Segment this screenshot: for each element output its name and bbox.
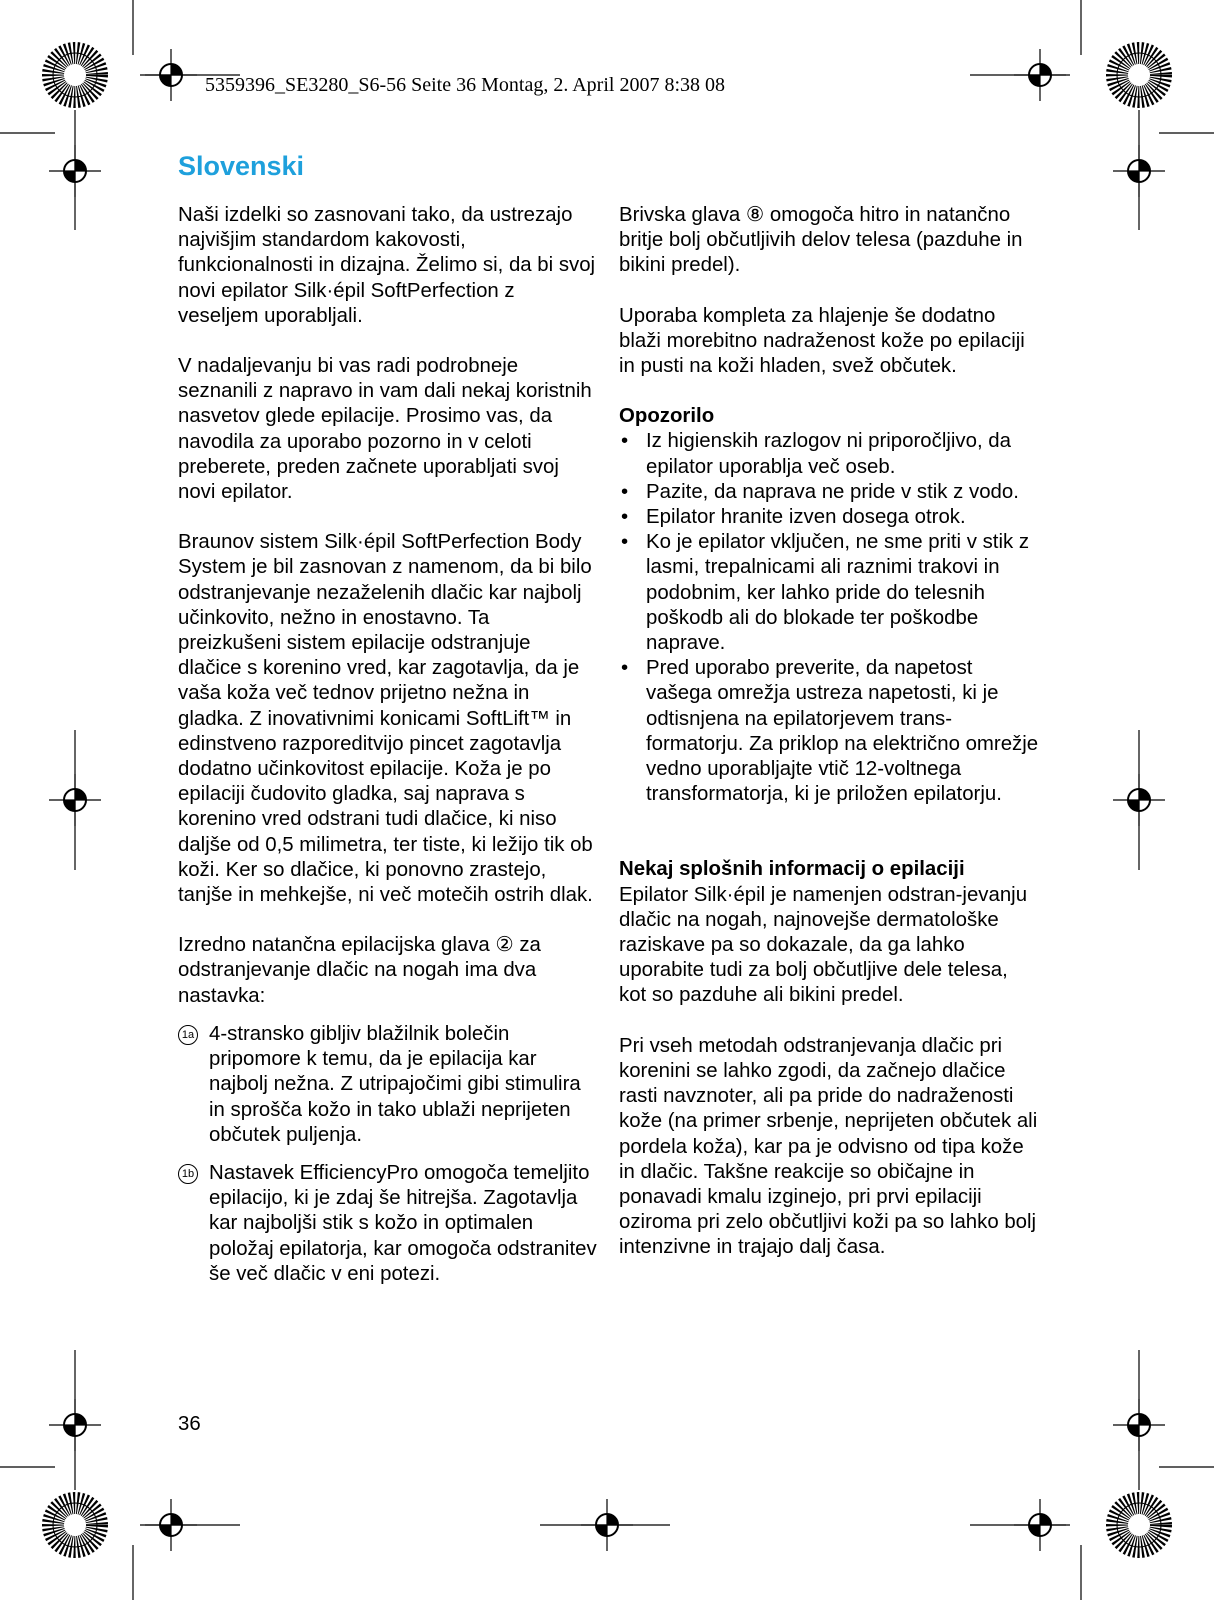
intro-paragraph: V nadaljevanju bi vas radi podrobneje seznanili z napravo in vam dali nekaj koristnih nasvetov glede epilacije. Prosimo vas, da navodila za uporabo pozorno in v celoti preberete, preden začnete uporabljati svoj novi epilator. [178, 355, 592, 504]
page-number: 36 [178, 1413, 201, 1435]
starburst-bottom-left [53, 1503, 97, 1547]
info-paragraph: Pri vseh metodah odstranjevanja dlačic pri korenini se lahko zgodi, da začnejo dlačice rasti navznoter, ali pa pride do nadraženosti kože (na primer srbenje, neprijeten občutek ali pordela koža), kar pa je odvisno od tipa kože in dlačic. Takšne reakcije so običajne in ponavadi kmalu izginejo, pri prvi epilaciji oziroma pri zelo občutljivi koži pa so lahko bolj intenzivne in trajajo dalj časa. [619, 1034, 1038, 1259]
item-marker-1b: 1b [178, 1164, 198, 1184]
system-paragraph: Braunov sistem Silk·épil SoftPerfection Body System je bil zasnovan z namenom, da bi bilo odstranjevanje nezaželenih dlačic kar najbolj učinkovito, nežno in enostavno. Ta preizkušeni sistem epilacije odstranjuje dlačice s korenino vred, kar zagotavlja, da je vaša koža več tednov prijetno nežna in gladka. Z inovativnimi konicami SoftLift™ in edinstveno razporeditvijo pincet zagotavlja dodatno učinkovitost epilacije. Koža je po epilaciji čudovito gladka, saj naprava s korenino vred odstrani tudi dlačice, ki niso daljše od 0,5 milimetra, ter tiste, ki ležijo tik ob koži. Ker so dlačice, ki ponovno zrastejo, tanjše in mehkejše, ni več motečih ostrih dlak. [178, 531, 593, 907]
intro-paragraph: Naši izdelki so zasnovani tako, da ustrezajo najvišjim standardom kakovosti, funkcionalnosti in dizajna. Želimo si, da bi svoj novi epilator Silk·épil SoftPerfection z veseljem uporabljali. [178, 204, 596, 327]
item-text: Nastavek EfficiencyPro omogoča temeljito epilacijo, ki je zdaj še hitrejša. Zagotavlja kar najboljši stik s kožo in optimalen položaj epilatorja, kar omogoča odstranitev še več dlačic v eni potezi. [209, 1161, 597, 1285]
starburst-bottom-right [1117, 1503, 1161, 1547]
registration-mark [1113, 145, 1165, 197]
page-title: Slovenski [178, 151, 305, 181]
registration-mark [1113, 1399, 1165, 1451]
list-item [178, 1161, 598, 1287]
warning-item: • Ko je epilator vključen, ne sme priti v stik z lasmi, trepalnicami ali raznimi trakovi in podobnim, ker lahko pride do telesnih poškodb ali do blokade ter poškodbe naprave. [619, 530, 1039, 656]
registration-mark [145, 1499, 197, 1551]
registration-mark [49, 774, 101, 826]
starburst-top-right [1117, 53, 1161, 97]
registration-mark [1014, 49, 1066, 101]
cooling-paragraph: Uporaba kompleta za hlajenje še dodatno blaži morebitno nadraženost kože po epilaciji in pusti na koži hladen, svež občutek. [619, 304, 1025, 378]
right-column [619, 203, 1039, 1286]
print-header: 5359396_SE3280_S6-56 Seite 36 Montag, 2. April 2007 8:38 08 [205, 74, 725, 96]
warning-list [619, 429, 1039, 807]
head-paragraph: Izredno natančna epilacijska glava ② za odstranjevanje dlačic na nogah ima dva nastavka: [178, 934, 541, 1007]
left-column [178, 203, 598, 1300]
warning-item: • Pazite, da naprava ne pride v stik z vodo. [619, 480, 1039, 505]
shaver-paragraph: Brivska glava ⑧ omogoča hitro in natančno britje bolj občutljivih delov telesa (pazduhe in bikini predel). [619, 204, 1023, 277]
warning-item: • Pred uporabo preverite, da napetost vašega omrežja ustreza napetosti, ki je odtisnjena na epilatorjevem trans-formatorju. Za priklop na električno omrežje vedno uporabljajte vtič 12-voltnega transformatorja, ki je priložen epilatorju. [619, 656, 1039, 807]
info-paragraph: Epilator Silk·épil je namenjen odstran-jevanju dlačic na nogah, najnovejše dermatološke raziskave pa so dokazale, da ga lahko uporabite tudi za bolj občutljive dele telesa, kot so pazduhe ali bikini predel. [619, 883, 1028, 1007]
warning-item: • Iz higienskih razlogov ni priporočljivo, da epilator uporablja več oseb. [619, 429, 1039, 479]
registration-mark [145, 49, 197, 101]
warning-item: • Epilator hranite izven dosega otrok. [619, 505, 1039, 530]
item-text: 4-stransko gibljiv blažilnik bolečin pripomore k temu, da je epilacija kar najbolj nežna. Z utripajočimi gibi stimulira in sprošča kožo in tako ublaži neprijeten občutek puljenja. [209, 1022, 581, 1146]
list-item [178, 1022, 598, 1148]
registration-mark [581, 1499, 633, 1551]
item-marker-1a: 1a [178, 1025, 198, 1045]
starburst-top-left [53, 53, 97, 97]
registration-mark [49, 145, 101, 197]
warning-heading: Opozorilo [619, 405, 715, 428]
registration-mark [1113, 774, 1165, 826]
registration-mark [1014, 1499, 1066, 1551]
info-heading: Nekaj splošnih informacij o epilaciji [619, 858, 965, 881]
registration-mark [49, 1399, 101, 1451]
